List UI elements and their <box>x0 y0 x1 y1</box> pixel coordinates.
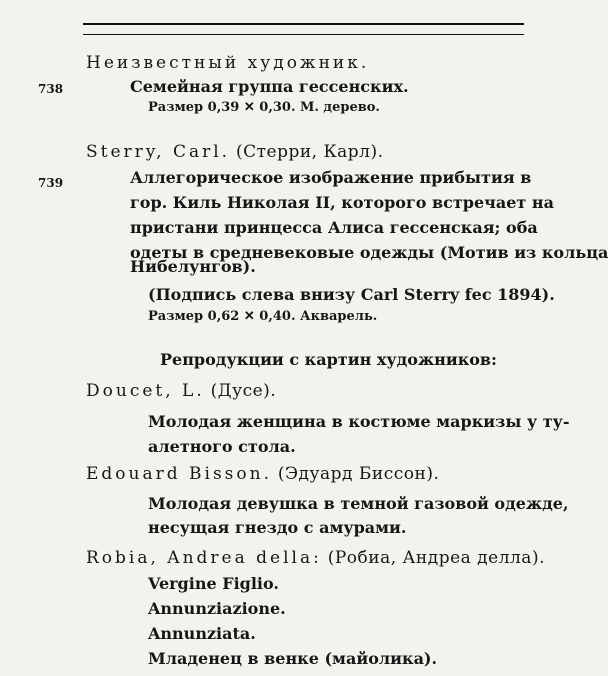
artist-bisson-ru: (Эдуард Биссон). <box>272 464 440 484</box>
work-robia-1: Vergine Figlio. <box>148 574 279 593</box>
artist-sterry-ru: (Стерри, Карл). <box>230 142 384 162</box>
work-robia-2: Annunziazione. <box>148 599 286 618</box>
top-double-rule-upper <box>83 23 524 25</box>
desc-739-line-1: Аллегорическое изображение прибытия в <box>130 168 532 187</box>
desc-739-line-2: гор. Киль Николая II, которого встречает на <box>130 193 554 212</box>
artist-unknown: Неизвестный художник. <box>86 53 370 73</box>
artist-sterry <box>86 144 383 161</box>
signature-739: (Подпись слева внизу Carl Sterry fec 1894). <box>148 285 555 304</box>
artist-robia <box>86 550 545 567</box>
work-robia-3: Annunziata. <box>148 624 256 643</box>
artist-sterry-latin: Sterry, Carl. <box>86 142 231 162</box>
catalog-number-738: 738 <box>38 82 64 96</box>
desc-bisson-line-1: Молодая девушка в темной газовой одежде, <box>148 494 569 513</box>
size-739: Размер 0,62 ✕ 0,40. Акварель. <box>148 309 378 324</box>
title-738: Семейная группа гессенских. <box>130 77 409 96</box>
artist-doucet-latin: Doucet, L. <box>86 381 205 401</box>
artist-robia-latin: Robia, Andrea della: <box>86 548 322 568</box>
desc-739-line-4: одеты в средневековые одежды (Мотив из кольца <box>130 243 608 262</box>
reproductions-heading: Репродукции с картин художников: <box>160 350 497 369</box>
desc-739-line-5: Нибелунгов). <box>130 257 256 276</box>
work-robia-4: Младенец в венке (майолика). <box>148 649 438 668</box>
desc-doucet-line-1: Молодая женщина в костюме маркизы у ту- <box>148 412 570 431</box>
desc-doucet-line-2: алетного стола. <box>148 437 296 456</box>
size-738: Размер 0,39 ✕ 0,30. М. дерево. <box>148 100 380 115</box>
desc-bisson-line-2: несущая гнездо с амурами. <box>148 518 407 537</box>
catalog-number-739: 739 <box>38 176 64 190</box>
desc-739-line-3: пристани принцесса Алиса гессенская; оба <box>130 218 538 237</box>
artist-robia-ru: (Робиа, Андреа делла). <box>321 548 545 568</box>
artist-bisson <box>86 466 439 483</box>
artist-doucet <box>86 383 276 400</box>
artist-bisson-latin: Edouard Bisson. <box>86 464 272 484</box>
top-double-rule-lower <box>83 34 524 35</box>
artist-doucet-ru: (Дусе). <box>204 381 277 401</box>
